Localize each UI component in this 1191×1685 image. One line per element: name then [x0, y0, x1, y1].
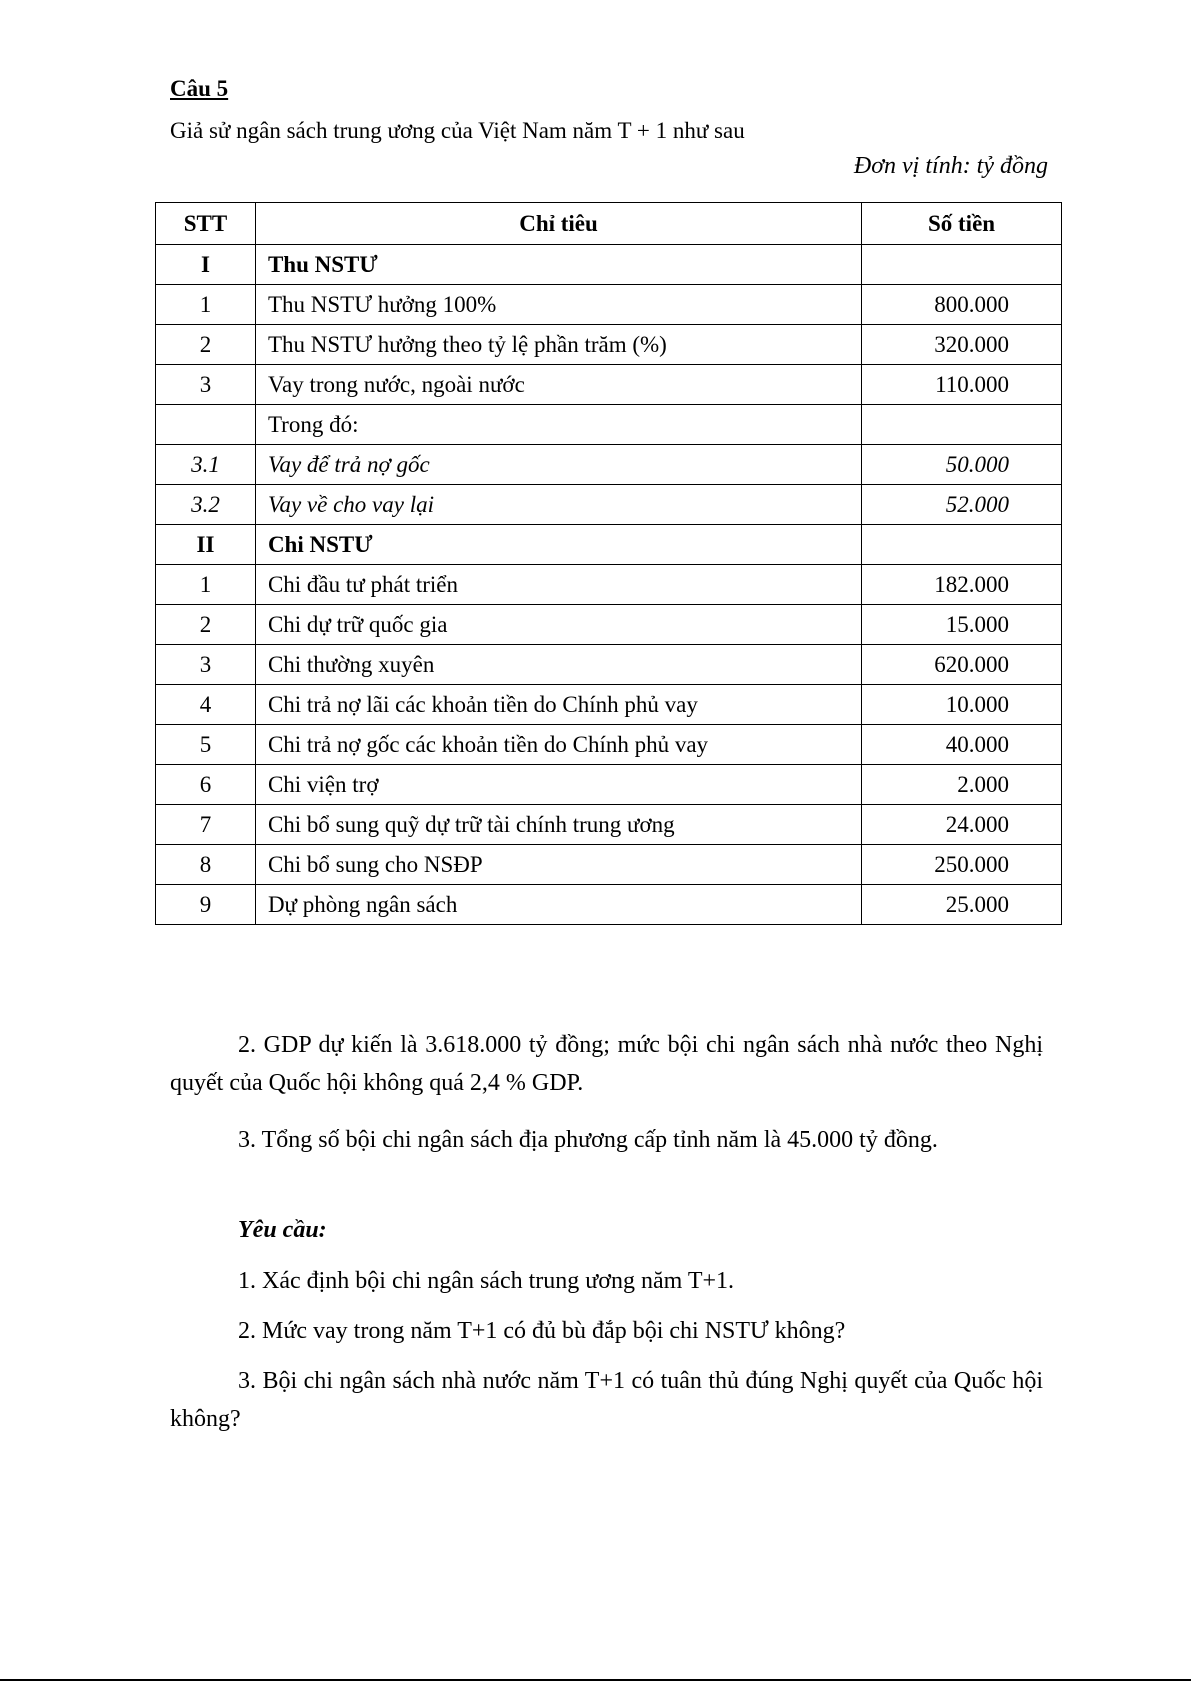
unit-note: Đơn vị tính: tỷ đồng — [853, 153, 1048, 179]
header-stt: STT — [156, 203, 256, 245]
row-amount-cell: 182.000 — [862, 565, 1062, 605]
table-body — [156, 245, 1062, 925]
row-label-cell: Vay để trả nợ gốc — [255, 445, 861, 485]
table-row — [156, 405, 1062, 445]
row-amount-cell: 24.000 — [862, 805, 1062, 845]
table-row — [156, 325, 1062, 365]
table-row — [156, 765, 1062, 805]
row-amount-cell: 15.000 — [862, 605, 1062, 645]
row-amount-cell: 800.000 — [862, 285, 1062, 325]
row-stt-cell: 8 — [156, 845, 256, 885]
row-amount-cell: 620.000 — [862, 645, 1062, 685]
row-label-cell: Chi thường xuyên — [255, 645, 861, 685]
row-amount-cell: 250.000 — [862, 845, 1062, 885]
table-row — [156, 725, 1062, 765]
row-amount-cell — [862, 245, 1062, 285]
row-stt-cell: 3.2 — [156, 485, 256, 525]
table-row — [156, 605, 1062, 645]
row-amount-cell: 52.000 — [862, 485, 1062, 525]
requirements-title: Yêu cầu: — [238, 1217, 327, 1243]
paragraph-local-deficit-text: 3. Tổng số bội chi ngân sách địa phương cấp tỉnh năm là 45.000 tỷ đồng. — [238, 1127, 938, 1153]
row-amount-cell: 25.000 — [862, 885, 1062, 925]
table-row — [156, 485, 1062, 525]
paragraph-gdp — [170, 1026, 1043, 1102]
row-amount-cell: 320.000 — [862, 325, 1062, 365]
row-stt-cell: 7 — [156, 805, 256, 845]
row-stt-cell: 3 — [156, 365, 256, 405]
row-label-cell: Thu NSTƯ — [255, 245, 861, 285]
table-row — [156, 805, 1062, 845]
row-stt-cell: 4 — [156, 685, 256, 725]
requirement-item: 1. Xác định bội chi ngân sách trung ương năm T+1. — [238, 1268, 735, 1294]
header-indicator: Chỉ tiêu — [255, 203, 861, 245]
table-row — [156, 645, 1062, 685]
row-stt-cell: I — [156, 245, 256, 285]
table-row — [156, 365, 1062, 405]
requirement-item-3-text: 3. Bội chi ngân sách nhà nước năm T+1 có tuân thủ đúng Nghị quyết của Quốc hội không? — [170, 1368, 1043, 1432]
paragraph-local-deficit — [170, 1121, 1043, 1159]
row-stt-cell: 9 — [156, 885, 256, 925]
row-label-cell: Vay về cho vay lại — [255, 485, 861, 525]
row-amount-cell — [862, 525, 1062, 565]
row-label-cell: Chi dự trữ quốc gia — [255, 605, 861, 645]
row-stt-cell: 2 — [156, 325, 256, 365]
row-stt-cell: 3.1 — [156, 445, 256, 485]
paragraph-gdp-text: 2. GDP dự kiến là 3.618.000 tỷ đồng; mức bội chi ngân sách nhà nước theo Nghị quyết của Quốc hội không quá 2,4 % GDP. — [170, 1032, 1043, 1096]
table-row — [156, 845, 1062, 885]
row-amount-cell — [862, 405, 1062, 445]
requirement-item: 2. Mức vay trong năm T+1 có đủ bù đắp bội chi NSTƯ không? — [238, 1318, 846, 1344]
row-label-cell: Chi trả nợ lãi các khoản tiền do Chính phủ vay — [255, 685, 861, 725]
row-label-cell: Thu NSTƯ hưởng 100% — [255, 285, 861, 325]
table-row — [156, 245, 1062, 285]
row-label-cell: Chi đầu tư phát triển — [255, 565, 861, 605]
row-stt-cell: 2 — [156, 605, 256, 645]
row-stt-cell: II — [156, 525, 256, 565]
budget-table — [155, 202, 1062, 925]
row-stt-cell: 1 — [156, 565, 256, 605]
row-amount-cell: 2.000 — [862, 765, 1062, 805]
row-label-cell: Chi NSTƯ — [255, 525, 861, 565]
table-row — [156, 525, 1062, 565]
row-amount-cell: 40.000 — [862, 725, 1062, 765]
table-row — [156, 445, 1062, 485]
table-row — [156, 685, 1062, 725]
table-row — [156, 285, 1062, 325]
row-stt-cell: 3 — [156, 645, 256, 685]
row-amount-cell: 10.000 — [862, 685, 1062, 725]
row-label-cell: Thu NSTƯ hưởng theo tỷ lệ phần trăm (%) — [255, 325, 861, 365]
row-stt-cell: 6 — [156, 765, 256, 805]
row-stt-cell — [156, 405, 256, 445]
header-amount: Số tiền — [862, 203, 1062, 245]
row-stt-cell: 1 — [156, 285, 256, 325]
row-label-cell: Chi viện trợ — [255, 765, 861, 805]
question-title: Câu 5 — [170, 76, 229, 101]
row-label-cell: Chi bổ sung cho NSĐP — [255, 845, 861, 885]
row-label-cell: Chi bổ sung quỹ dự trữ tài chính trung ương — [255, 805, 861, 845]
intro-text: Giả sử ngân sách trung ương của Việt Nam năm T + 1 như sau — [170, 118, 745, 143]
row-label-cell: Trong đó: — [255, 405, 861, 445]
page-bottom-rule — [0, 1679, 1191, 1681]
row-label-cell: Vay trong nước, ngoài nước — [255, 365, 861, 405]
table-row — [156, 565, 1062, 605]
row-amount-cell: 110.000 — [862, 365, 1062, 405]
table-row — [156, 885, 1062, 925]
requirement-item-3 — [170, 1362, 1043, 1438]
row-label-cell: Dự phòng ngân sách — [255, 885, 861, 925]
row-stt-cell: 5 — [156, 725, 256, 765]
row-amount-cell: 50.000 — [862, 445, 1062, 485]
row-label-cell: Chi trả nợ gốc các khoản tiền do Chính phủ vay — [255, 725, 861, 765]
table-header-row — [156, 203, 1062, 245]
